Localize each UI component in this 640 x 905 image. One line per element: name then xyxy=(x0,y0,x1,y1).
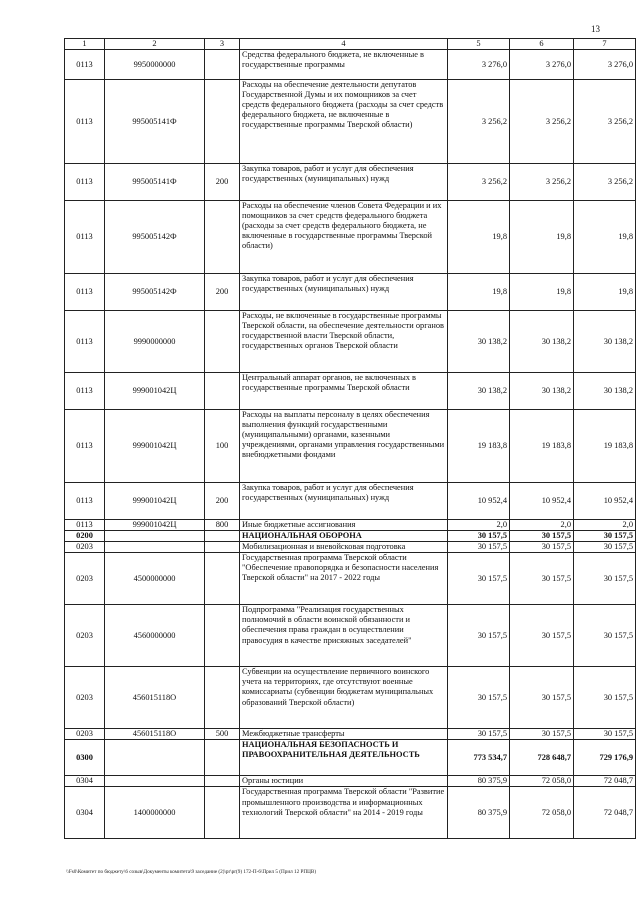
expense-type-code xyxy=(205,531,240,542)
item-name: Субвенции на осуществление первичного воинского учета на территориях, где отсутствуют военные комиссариаты (субвенции бюджетам муниципальных образований Тверской области) xyxy=(240,667,448,729)
target-article-code: 4560000000 xyxy=(105,605,205,667)
amount-year-3: 19 183,8 xyxy=(574,410,636,483)
amount-year-1: 30 138,2 xyxy=(448,373,510,410)
amount-year-2: 30 157,5 xyxy=(510,667,574,729)
amount-year-3: 30 157,5 xyxy=(574,729,636,740)
amount-year-3: 30 157,5 xyxy=(574,553,636,605)
target-article-code xyxy=(105,776,205,787)
table-row xyxy=(65,274,636,311)
amount-year-1: 3 256,2 xyxy=(448,164,510,201)
expense-type-code xyxy=(205,740,240,776)
amount-year-2: 72 058,0 xyxy=(510,776,574,787)
amount-year-1: 19 183,8 xyxy=(448,410,510,483)
col-header: 2 xyxy=(105,39,205,50)
section-code: 0203 xyxy=(65,605,105,667)
amount-year-1: 30 157,5 xyxy=(448,531,510,542)
section-code: 0113 xyxy=(65,373,105,410)
amount-year-3: 729 176,9 xyxy=(574,740,636,776)
expense-type-code xyxy=(205,373,240,410)
item-name: Мобилизационная и вневойсковая подготовка xyxy=(240,542,448,553)
amount-year-3: 72 048,7 xyxy=(574,787,636,839)
amount-year-2: 30 157,5 xyxy=(510,553,574,605)
target-article-code: 999001042Ц xyxy=(105,373,205,410)
expense-type-code xyxy=(205,80,240,164)
amount-year-3: 30 157,5 xyxy=(574,531,636,542)
table-row xyxy=(65,373,636,410)
amount-year-3: 30 157,5 xyxy=(574,605,636,667)
section-code: 0304 xyxy=(65,787,105,839)
amount-year-1: 30 157,5 xyxy=(448,729,510,740)
target-article-code: 9950000000 xyxy=(105,50,205,80)
budget-table xyxy=(64,38,636,839)
table-row xyxy=(65,520,636,531)
item-name: Средства федерального бюджета, не включенные в государственные программы xyxy=(240,50,448,80)
target-article-code: 995005142Ф xyxy=(105,274,205,311)
amount-year-3: 30 138,2 xyxy=(574,311,636,373)
section-code: 0304 xyxy=(65,776,105,787)
table-row xyxy=(65,740,636,776)
amount-year-3: 10 952,4 xyxy=(574,483,636,520)
expense-type-code xyxy=(205,553,240,605)
target-article-code: 995005142Ф xyxy=(105,201,205,274)
expense-type-code xyxy=(205,776,240,787)
expense-type-code: 800 xyxy=(205,520,240,531)
target-article-code: 4500000000 xyxy=(105,553,205,605)
amount-year-1: 80 375,9 xyxy=(448,787,510,839)
amount-year-2: 19,8 xyxy=(510,201,574,274)
table-row xyxy=(65,553,636,605)
table-row xyxy=(65,164,636,201)
amount-year-3: 72 048,7 xyxy=(574,776,636,787)
amount-year-2: 30 157,5 xyxy=(510,729,574,740)
section-code: 0113 xyxy=(65,274,105,311)
amount-year-2: 2,0 xyxy=(510,520,574,531)
section-code: 0203 xyxy=(65,729,105,740)
table-row xyxy=(65,542,636,553)
target-article-code: 995005141Ф xyxy=(105,80,205,164)
target-article-code: 995005141Ф xyxy=(105,164,205,201)
item-name: Иные бюджетные ассигнования xyxy=(240,520,448,531)
table-row xyxy=(65,483,636,520)
amount-year-1: 3 256,2 xyxy=(448,80,510,164)
column-number-row xyxy=(65,39,636,50)
section-code: 0113 xyxy=(65,201,105,274)
amount-year-1: 19,8 xyxy=(448,201,510,274)
table-row xyxy=(65,787,636,839)
item-name: Расходы на обеспечение членов Совета Федерации и их помощников за счет средств федерального бюджета (расходы за счет средств федерального бюджета, не включенные в государственные программы Тверской области) xyxy=(240,201,448,274)
item-name: Закупка товаров, работ и услуг для обеспечения государственных (муниципальных) нужд xyxy=(240,274,448,311)
table-row xyxy=(65,80,636,164)
item-name: НАЦИОНАЛЬНАЯ БЕЗОПАСНОСТЬ И ПРАВООХРАНИТЕЛЬНАЯ ДЕЯТЕЛЬНОСТЬ xyxy=(240,740,448,776)
amount-year-2: 30 138,2 xyxy=(510,311,574,373)
amount-year-2: 30 157,5 xyxy=(510,531,574,542)
expense-type-code xyxy=(205,311,240,373)
amount-year-3: 30 157,5 xyxy=(574,542,636,553)
item-name: Закупка товаров, работ и услуг для обеспечения государственных (муниципальных) нужд xyxy=(240,164,448,201)
item-name: Расходы на обеспечение деятельности депутатов Государственной Думы и их помощников за счет средств федерального бюджета (расходы за счет средств федерального бюджета, не включенные в государственные программы Тверской области) xyxy=(240,80,448,164)
amount-year-2: 19,8 xyxy=(510,274,574,311)
expense-type-code xyxy=(205,50,240,80)
section-code: 0113 xyxy=(65,50,105,80)
amount-year-1: 30 157,5 xyxy=(448,667,510,729)
item-name: Расходы на выплаты персоналу в целях обеспечения выполнения функций государственными (муниципальными) органами, казенными учреждениями, органами управления государственными внебюджетными фондами xyxy=(240,410,448,483)
col-header: 7 xyxy=(574,39,636,50)
target-article-code: 456015118О xyxy=(105,667,205,729)
amount-year-1: 80 375,9 xyxy=(448,776,510,787)
expense-type-code: 200 xyxy=(205,483,240,520)
section-code: 0300 xyxy=(65,740,105,776)
section-code: 0203 xyxy=(65,553,105,605)
amount-year-1: 30 157,5 xyxy=(448,605,510,667)
amount-year-3: 30 138,2 xyxy=(574,373,636,410)
col-header: 6 xyxy=(510,39,574,50)
col-header: 5 xyxy=(448,39,510,50)
col-header: 4 xyxy=(240,39,448,50)
item-name: Межбюджетные трансферты xyxy=(240,729,448,740)
amount-year-1: 30 157,5 xyxy=(448,542,510,553)
table-row xyxy=(65,605,636,667)
section-code: 0200 xyxy=(65,531,105,542)
item-name: Закупка товаров, работ и услуг для обеспечения государственных (муниципальных) нужд xyxy=(240,483,448,520)
amount-year-3: 2,0 xyxy=(574,520,636,531)
table-row xyxy=(65,667,636,729)
file-path-footer: \\Fs0\Комитет по бюджету\6 созыв\Документы комитета\9 заседание (2)\pr\pr(9) 172-П-6\Прил 5 (Прил 12 РПЦВ) xyxy=(66,869,317,875)
amount-year-2: 3 256,2 xyxy=(510,164,574,201)
table-row xyxy=(65,311,636,373)
table-row xyxy=(65,201,636,274)
amount-year-2: 10 952,4 xyxy=(510,483,574,520)
amount-year-2: 19 183,8 xyxy=(510,410,574,483)
table-row xyxy=(65,776,636,787)
target-article-code xyxy=(105,531,205,542)
table-row xyxy=(65,50,636,80)
target-article-code xyxy=(105,740,205,776)
section-code: 0113 xyxy=(65,483,105,520)
amount-year-2: 3 276,0 xyxy=(510,50,574,80)
amount-year-2: 30 157,5 xyxy=(510,542,574,553)
expense-type-code: 200 xyxy=(205,274,240,311)
amount-year-3: 19,8 xyxy=(574,201,636,274)
target-article-code: 456015118О xyxy=(105,729,205,740)
item-name: Расходы, не включенные в государственные программы Тверской области, на обеспечение деятельности органов государственной власти Тверской области, государственных органов Тверской области xyxy=(240,311,448,373)
target-article-code: 999001042Ц xyxy=(105,520,205,531)
target-article-code: 999001042Ц xyxy=(105,410,205,483)
amount-year-3: 3 256,2 xyxy=(574,164,636,201)
amount-year-1: 2,0 xyxy=(448,520,510,531)
amount-year-3: 19,8 xyxy=(574,274,636,311)
section-code: 0113 xyxy=(65,164,105,201)
amount-year-1: 773 534,7 xyxy=(448,740,510,776)
expense-type-code xyxy=(205,787,240,839)
expense-type-code: 100 xyxy=(205,410,240,483)
amount-year-2: 72 058,0 xyxy=(510,787,574,839)
amount-year-1: 3 276,0 xyxy=(448,50,510,80)
amount-year-2: 728 648,7 xyxy=(510,740,574,776)
table-row xyxy=(65,531,636,542)
target-article-code: 1400000000 xyxy=(105,787,205,839)
section-code: 0203 xyxy=(65,542,105,553)
expense-type-code xyxy=(205,667,240,729)
item-name: Центральный аппарат органов, не включенных в государственные программы Тверской области xyxy=(240,373,448,410)
expense-type-code: 500 xyxy=(205,729,240,740)
item-name: Государственная программа Тверской области "Развитие промышленного производства и информационных технологий Тверской области" на 2014 - 2019 годы xyxy=(240,787,448,839)
col-header: 1 xyxy=(65,39,105,50)
col-header: 3 xyxy=(205,39,240,50)
table-row xyxy=(65,729,636,740)
item-name: Органы юстиции xyxy=(240,776,448,787)
table-row xyxy=(65,410,636,483)
item-name: Государственная программа Тверской области "Обеспечение правопорядка и безопасности населения Тверской области" на 2017 - 2022 годы xyxy=(240,553,448,605)
amount-year-3: 3 276,0 xyxy=(574,50,636,80)
section-code: 0113 xyxy=(65,520,105,531)
section-code: 0113 xyxy=(65,311,105,373)
item-name: Подпрограмма "Реализация государственных полномочий в области воинской обязанности и обеспечения права граждан в осуществлении правосудия в качестве присяжных заседателей" xyxy=(240,605,448,667)
amount-year-2: 30 157,5 xyxy=(510,605,574,667)
item-name: НАЦИОНАЛЬНАЯ ОБОРОНА xyxy=(240,531,448,542)
section-code: 0203 xyxy=(65,667,105,729)
section-code: 0113 xyxy=(65,80,105,164)
page-number: 13 xyxy=(591,24,600,34)
section-code: 0113 xyxy=(65,410,105,483)
expense-type-code xyxy=(205,542,240,553)
amount-year-1: 30 138,2 xyxy=(448,311,510,373)
expense-type-code xyxy=(205,605,240,667)
amount-year-2: 3 256,2 xyxy=(510,80,574,164)
amount-year-3: 30 157,5 xyxy=(574,667,636,729)
expense-type-code: 200 xyxy=(205,164,240,201)
expense-type-code xyxy=(205,201,240,274)
target-article-code: 999001042Ц xyxy=(105,483,205,520)
amount-year-1: 30 157,5 xyxy=(448,553,510,605)
amount-year-2: 30 138,2 xyxy=(510,373,574,410)
amount-year-1: 10 952,4 xyxy=(448,483,510,520)
amount-year-3: 3 256,2 xyxy=(574,80,636,164)
target-article-code: 9990000000 xyxy=(105,311,205,373)
target-article-code xyxy=(105,542,205,553)
amount-year-1: 19,8 xyxy=(448,274,510,311)
